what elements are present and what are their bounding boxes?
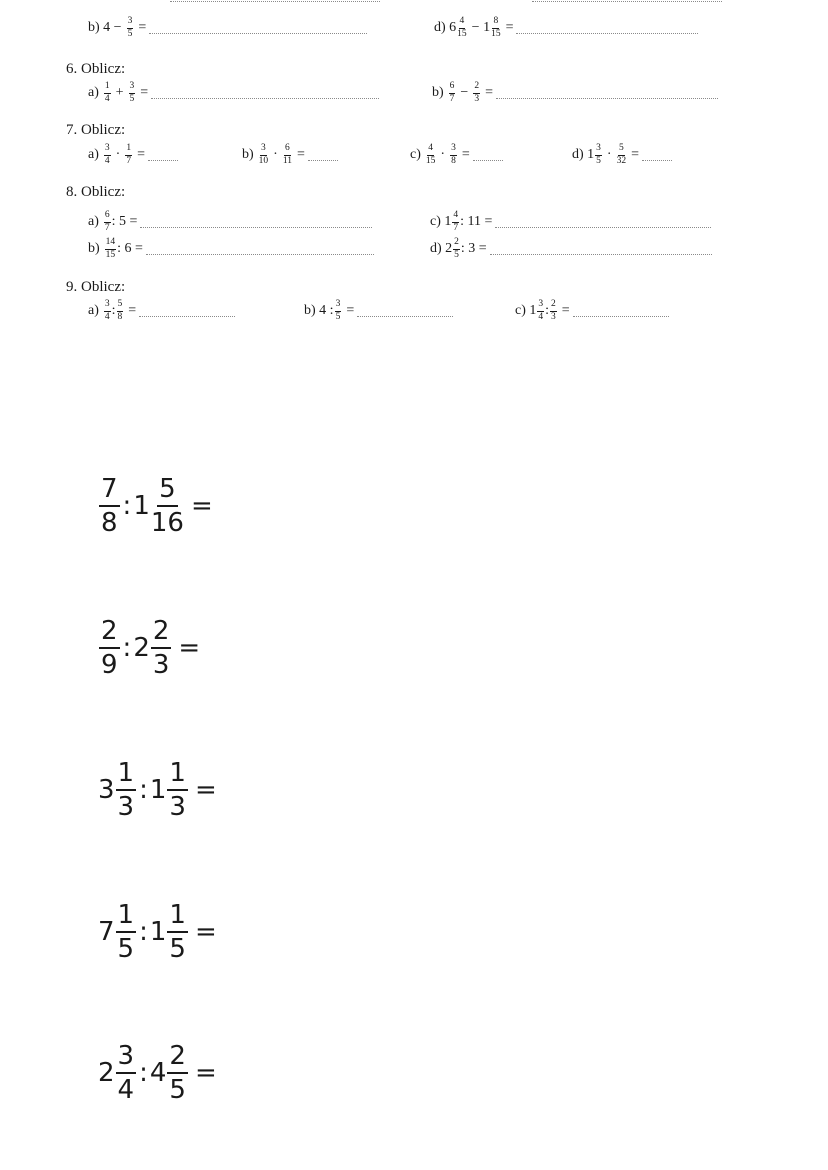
problem-1 xyxy=(98,476,213,536)
equals-sign: = xyxy=(505,20,514,35)
operator: · xyxy=(273,147,278,162)
exercise-7-heading: 7. Oblicz: xyxy=(66,122,126,138)
fraction: 1 3 xyxy=(117,758,135,822)
item-label: a) xyxy=(88,303,99,318)
item-label: d) 2 xyxy=(430,241,453,256)
fraction: $\frac{3}{5}$ xyxy=(127,16,133,39)
whole-part: 7 xyxy=(98,917,115,947)
equals-sign: = xyxy=(346,303,355,318)
fraction: $\frac{1}{7}$ xyxy=(126,143,132,166)
fraction: $\frac{3}{10}$ xyxy=(258,143,269,166)
fraction: $\frac{3}{8}$ xyxy=(451,143,456,166)
exercise-5-d-row xyxy=(434,17,698,39)
whole-part: 2 xyxy=(98,1058,115,1088)
exercise-7-c-row xyxy=(410,144,503,166)
cut-off-top-line xyxy=(60,0,760,6)
problem-5 xyxy=(98,1043,217,1103)
equals-sign: = xyxy=(190,491,213,521)
answer-line[interactable] xyxy=(473,150,503,161)
exercise-5-b-row xyxy=(88,17,367,39)
problem-3 xyxy=(98,760,217,820)
top-dotted-line-right xyxy=(532,0,722,2)
answer-line[interactable] xyxy=(490,244,712,255)
fraction: $\frac{3}{5}$ xyxy=(335,299,341,322)
answer-line[interactable] xyxy=(308,150,338,161)
ex5-d-label: d) 6 xyxy=(434,20,457,35)
exercise-9-c-row xyxy=(515,300,669,322)
fraction: $\frac{5}{8}$ xyxy=(117,299,123,322)
fraction: $\frac{8}{15}$ xyxy=(491,16,501,39)
fraction: $\frac{4}{15}$ xyxy=(425,143,436,166)
equals-sign: = xyxy=(194,775,217,805)
answer-line[interactable] xyxy=(146,244,374,255)
operator: − xyxy=(460,85,469,100)
answer-line[interactable] xyxy=(496,88,718,99)
operator: − 1 xyxy=(471,20,491,35)
fraction: $\frac{5}{16}$ xyxy=(150,474,184,538)
whole-part: 2 xyxy=(133,633,150,663)
exercise-8-a-row xyxy=(88,211,372,233)
fraction: $\frac{3}{4}$ xyxy=(104,299,110,322)
answer-line[interactable] xyxy=(495,217,711,228)
answer-line[interactable] xyxy=(357,306,453,317)
answer-line[interactable] xyxy=(573,306,669,317)
answer-line[interactable] xyxy=(140,217,372,228)
fraction: $\frac{3}{4}$ xyxy=(104,143,110,166)
division-sign: : xyxy=(139,1058,148,1088)
fraction: $\frac{3}{4}$ xyxy=(538,299,544,322)
item-label: b) 4 : xyxy=(304,303,334,318)
exercise-9-heading: 9. Oblicz: xyxy=(66,279,126,295)
equals-sign: = xyxy=(140,85,149,100)
operator: · xyxy=(606,147,612,162)
operator: · xyxy=(440,147,446,162)
equals-sign: = xyxy=(137,147,145,162)
fraction: $\frac{5}{32}$ xyxy=(616,143,627,166)
fraction: $\frac{2}{3}$ xyxy=(474,81,480,104)
division-sign: : xyxy=(111,303,116,318)
equals-sign: = xyxy=(178,633,201,663)
fraction: 1 5 xyxy=(117,900,135,964)
item-label: b) xyxy=(242,147,254,162)
operand-equals: : 11 = xyxy=(460,214,493,229)
fraction: $\frac{3}{5}$ xyxy=(596,143,601,166)
operator: · xyxy=(115,147,121,162)
item-label: b) xyxy=(88,241,100,256)
top-dotted-line-left xyxy=(170,0,380,2)
exercise-6-heading: 6. Oblicz: xyxy=(66,61,126,77)
division-sign: : xyxy=(139,917,148,947)
fraction: 3 4 xyxy=(117,1041,135,1105)
operand-equals: : 3 = xyxy=(460,241,487,256)
equals-sign: = xyxy=(485,85,493,100)
exercise-7-a-row xyxy=(88,144,178,166)
whole-part: 3 xyxy=(98,775,115,805)
exercise-9-a-row xyxy=(88,300,235,322)
exercise-8-c-row xyxy=(430,211,711,233)
equals-sign: = xyxy=(128,303,137,318)
fraction: $\frac{6}{7}$ xyxy=(449,81,455,104)
item-label: b) xyxy=(432,85,444,100)
fraction: $\frac{2}{5}$ xyxy=(454,237,459,260)
whole-part: 1 xyxy=(149,917,167,947)
ex5-b-label: b) 4 − xyxy=(88,20,122,35)
item-label: d) 1 xyxy=(572,147,595,162)
division-sign: : xyxy=(122,633,132,663)
fraction: $\frac{6}{7}$ xyxy=(104,210,110,233)
fraction: $\frac{1}{3}$ xyxy=(169,758,186,822)
fraction: 7 8 xyxy=(101,474,118,538)
equals-sign: = xyxy=(297,147,305,162)
exercise-7-b-row xyxy=(242,144,338,166)
item-label: c) xyxy=(410,147,421,162)
answer-line[interactable] xyxy=(139,306,235,317)
fraction: $\frac{6}{11}$ xyxy=(282,143,292,166)
item-label: a) xyxy=(88,147,99,162)
fraction: $\frac{1}{4}$ xyxy=(104,81,110,104)
item-label: a) xyxy=(88,85,99,100)
equals-sign: = xyxy=(461,147,470,162)
answer-line[interactable] xyxy=(148,150,178,161)
answer-line[interactable] xyxy=(149,23,367,34)
equals-sign: = xyxy=(194,917,217,947)
division-sign: : xyxy=(122,491,132,521)
fraction: $\frac{4}{7}$ xyxy=(453,210,459,233)
operand-equals: : 5 = xyxy=(111,214,138,229)
exercise-8-heading: 8. Oblicz: xyxy=(66,184,126,200)
exercise-9-b-row xyxy=(304,300,453,322)
equals-sign: = xyxy=(561,303,570,318)
fraction: 2 9 xyxy=(101,616,118,680)
fraction: $\frac{2}{5}$ xyxy=(169,1041,186,1105)
exercise-8-d-row xyxy=(430,238,712,260)
answer-line[interactable] xyxy=(642,150,672,161)
whole-part: 4 xyxy=(149,1058,167,1088)
fraction: $\frac{3}{5}$ xyxy=(129,81,135,104)
division-sign: : xyxy=(139,775,148,805)
fraction: $\frac{2}{3}$ xyxy=(551,299,556,322)
problem-2 xyxy=(98,618,200,678)
equals-sign: = xyxy=(194,1058,217,1088)
answer-line[interactable] xyxy=(151,88,379,99)
exercise-8-b-row xyxy=(88,238,374,260)
exercise-6-a-row xyxy=(88,82,379,104)
fraction: $\frac{14}{15}$ xyxy=(105,237,116,260)
whole-part: 1 xyxy=(133,491,150,521)
item-label: c) 1 xyxy=(430,214,452,229)
item-label: a) xyxy=(88,214,99,229)
item-label: c) 1 xyxy=(515,303,537,318)
answer-line[interactable] xyxy=(516,23,698,34)
operand-equals: : 6 = xyxy=(117,241,143,256)
exercise-6-b-row xyxy=(432,82,718,104)
exercise-7-d-row xyxy=(572,144,672,166)
fraction: $\frac{1}{5}$ xyxy=(169,900,186,964)
problem-4 xyxy=(98,902,217,962)
equals-sign: = xyxy=(138,20,147,35)
division-sign: : xyxy=(545,303,550,318)
whole-part: 1 xyxy=(149,775,167,805)
operator: + xyxy=(115,85,124,100)
fraction: $\frac{2}{3}$ xyxy=(152,616,170,680)
fraction: $\frac{4}{15}$ xyxy=(457,16,467,39)
equals-sign: = xyxy=(631,147,639,162)
